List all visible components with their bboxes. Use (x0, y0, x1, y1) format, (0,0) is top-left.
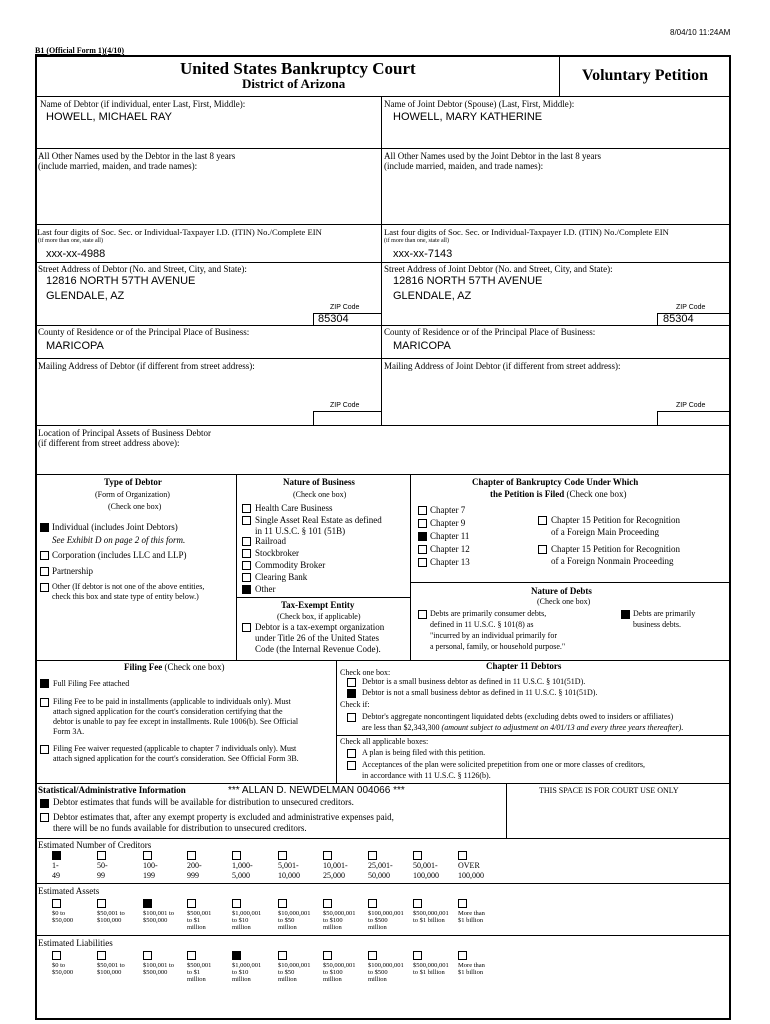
liabilities-range-label: $1,000,001 (232, 962, 262, 969)
joint-city: GLENDALE, AZ (393, 290, 472, 302)
clearing-bank-checkbox[interactable] (242, 573, 251, 582)
creditors-range-label: 25,000 (323, 871, 345, 880)
joint-name: HOWELL, MARY KATHERINE (393, 111, 543, 123)
consumer-debts-label: Debts are primarily consumer debts, (430, 609, 547, 618)
district-title: District of Arizona (242, 76, 346, 91)
creditors-range-label: 200- (187, 861, 202, 870)
commodity-broker-checkbox[interactable] (242, 561, 251, 570)
form-id: B1 (Official Form 1)(4/10) (35, 46, 125, 55)
partnership-checkbox[interactable] (40, 567, 49, 576)
creditors-range-label: 100,000 (458, 871, 484, 880)
chapter-title: Chapter of Bankruptcy Code Under Which (472, 477, 639, 487)
joint-ssn: xxx-xx-7143 (393, 248, 453, 260)
liabilities-range-label: $100,001 to (143, 962, 175, 969)
single-asset-label: Single Asset Real Estate as defined (255, 515, 382, 525)
acceptances-label: Acceptances of the plan were solicited prepetition from one or more classes of creditors, (362, 760, 646, 769)
joint-street: 12816 NORTH 57TH AVENUE (393, 275, 543, 287)
acceptances-label-2: in accordance with 11 U.S.C. § 1126(b). (362, 771, 491, 780)
liabilities-range-label: $10,000,001 (278, 962, 311, 969)
stockbroker-checkbox[interactable] (242, 549, 251, 558)
location-label-2: (if different from street address above): (38, 438, 180, 448)
creditors-label: Estimated Number of Creditors (38, 840, 152, 850)
funds-available-checkbox[interactable] (40, 799, 49, 808)
single-asset-checkbox[interactable] (242, 516, 251, 525)
liabilities-range-label: to $50 (278, 969, 295, 976)
joint-address-label: Street Address of Joint Debtor (No. and Street, City, and State): (384, 264, 613, 274)
liabilities-checkbox[interactable] (278, 951, 287, 960)
plan-filed-label: A plan is being filed with this petition. (362, 748, 486, 757)
chapter-7-checkbox[interactable] (418, 506, 427, 515)
liabilities-range-label: to $100 (323, 969, 343, 976)
liabilities-range-label: to $1 (187, 969, 201, 976)
assets-range-label: to $100 (323, 917, 343, 924)
assets-range-label: More than (458, 910, 485, 917)
creditors-range-label: 1,000- (232, 861, 253, 870)
joint-ssn-label: Last four digits of Soc. Sec. or Individual-Taxpayer I.D. (ITIN) No./Complete EIN (384, 227, 669, 237)
clearing-bank-label: Clearing Bank (255, 572, 308, 582)
creditors-range-label: 999 (187, 871, 199, 880)
creditors-checkbox[interactable] (97, 851, 106, 860)
aggregate-debts-label-2-wrap (362, 723, 683, 732)
check-all-applicable: Check all applicable boxes: (340, 737, 429, 746)
assets-checkbox[interactable] (97, 899, 106, 908)
liabilities-range-label: million (368, 976, 387, 983)
creditors-checkbox[interactable] (413, 851, 422, 860)
debtor-name: HOWELL, MICHAEL RAY (46, 111, 172, 123)
tax-exempt-label-2: under Title 26 of the United States (255, 633, 379, 643)
creditors-checkbox[interactable] (323, 851, 332, 860)
liabilities-range-label: $0 to (52, 962, 66, 969)
installments-label-3: debtor is unable to pay fee except in installments. Rule 1006(b). See Official (53, 717, 299, 726)
creditors-range-label: 10,000 (278, 871, 300, 880)
liabilities-range-label: $100,000,001 (368, 962, 404, 969)
assets-range-label: $500,000,001 (413, 910, 449, 917)
chapter-9-checkbox[interactable] (418, 519, 427, 528)
creditors-range-label: 199 (143, 871, 155, 880)
debtor-mailing-zip-label: ZIP Code (330, 402, 360, 409)
creditors-checkbox[interactable] (368, 851, 377, 860)
liabilities-checkbox[interactable] (232, 951, 241, 960)
assets-checkbox[interactable] (52, 899, 61, 908)
joint-mailing-label: Mailing Address of Joint Debtor (if different from street address): (384, 361, 621, 371)
business-debts-label-2: business debts. (633, 620, 681, 629)
chapter-12-label: Chapter 12 (430, 544, 470, 554)
court-title: United States Bankruptcy Court (180, 59, 416, 78)
assets-range-label: $0 to (52, 910, 66, 917)
chapter-12-checkbox[interactable] (418, 545, 427, 554)
liabilities-range-label: $50,001 to (97, 962, 125, 969)
assets-range-label: $500,001 (187, 910, 212, 917)
aggregate-debts-label-2: are less than $2,343,300 (362, 723, 440, 732)
liabilities-checkbox[interactable] (97, 951, 106, 960)
liabilities-range-label: million (323, 976, 342, 983)
liabilities-range-label: million (278, 976, 297, 983)
joint-county-label: County of Residence or of the Principal Place of Business: (384, 327, 596, 337)
small-business-label: Debtor is a small business debtor as defined in 11 U.S.C. § 101(51D). (362, 677, 586, 686)
creditors-checkbox[interactable] (187, 851, 196, 860)
liabilities-range-label: $500,001 (187, 962, 212, 969)
assets-range-label: $100,000,001 (368, 910, 404, 917)
liabilities-checkbox[interactable] (368, 951, 377, 960)
joint-other-names-label-2: (include married, maiden, and trade names): (384, 161, 544, 171)
creditors-range-label: 49 (52, 871, 60, 880)
joint-county: MARICOPA (393, 340, 451, 352)
joint-zip: 85304 (663, 313, 694, 325)
liabilities-range-label: More than (458, 962, 485, 969)
consumer-debts-label-4: a personal, family, or household purpose." (430, 642, 566, 651)
railroad-checkbox[interactable] (242, 537, 251, 546)
creditors-range-label: 10,001- (323, 861, 348, 870)
creditors-range-label: 5,000 (232, 871, 250, 880)
creditors-range-label: 100,000 (413, 871, 439, 880)
consumer-debts-label-3: "incurred by an individual primarily for (430, 631, 558, 640)
nature-of-debts-sub: (Check one box) (537, 597, 591, 606)
creditors-checkbox[interactable] (143, 851, 152, 860)
stockbroker-label: Stockbroker (255, 548, 299, 558)
debtor-city: GLENDALE, AZ (46, 290, 125, 302)
check-one-box: Check one box: (340, 668, 391, 677)
other-business-checkbox[interactable] (242, 585, 251, 594)
joint-mailing-zip-label: ZIP Code (676, 402, 706, 409)
joint-zip-label: ZIP Code (676, 304, 706, 311)
fee-waiver-label-2: attach signed application for the court's consideration. See Official Form 3B. (53, 754, 299, 763)
chapter-15-nonmain-label-2: of a Foreign Nonmain Proceeding (551, 556, 674, 566)
assets-range-label: million (368, 924, 387, 931)
installments-label-4: Form 3A. (53, 727, 85, 736)
liabilities-range-label: to $500 (368, 969, 388, 976)
assets-checkbox[interactable] (143, 899, 152, 908)
liabilities-range-label: $500,000 (143, 969, 168, 976)
tax-exempt-checkbox[interactable] (242, 623, 251, 632)
chapter-11-checkbox[interactable] (418, 532, 427, 541)
assets-checkbox[interactable] (368, 899, 377, 908)
statistical-title: Statistical/Administrative Information (38, 785, 186, 795)
consumer-debts-checkbox[interactable] (418, 610, 427, 619)
assets-range-label: million (323, 924, 342, 931)
joint-name-label: Name of Joint Debtor (Spouse) (Last, First, Middle): (384, 99, 575, 109)
tax-exempt-sub: (Check box, if applicable) (277, 612, 361, 621)
creditors-range-label: OVER (458, 861, 480, 870)
liabilities-checkbox[interactable] (458, 951, 467, 960)
assets-range-label: $1 billion (458, 917, 484, 924)
creditors-range-label: 25,001- (368, 861, 393, 870)
assets-range-label: million (278, 924, 297, 931)
creditors-checkbox[interactable] (52, 851, 61, 860)
liabilities-checkbox[interactable] (187, 951, 196, 960)
corporation-label: Corporation (includes LLC and LLP) (52, 550, 187, 560)
liabilities-range-label: $100,000 (97, 969, 122, 976)
chapter-7-label: Chapter 7 (430, 505, 466, 515)
assets-checkbox[interactable] (187, 899, 196, 908)
assets-range-label: $500,000 (143, 917, 168, 924)
assets-range-label: million (232, 924, 251, 931)
liabilities-range-label: million (232, 976, 251, 983)
individual-checkbox[interactable] (40, 523, 49, 532)
filing-fee-sub: (Check one box) (164, 662, 225, 672)
chapter-9-label: Chapter 9 (430, 518, 466, 528)
other-entity-checkbox[interactable] (40, 583, 49, 592)
petition-type: Voluntary Petition (582, 67, 709, 84)
tax-exempt-title: Tax-Exempt Entity (281, 600, 355, 610)
installments-label: Filing Fee to be paid in installments (applicable to individuals only). Must (53, 697, 291, 706)
type-of-debtor-sub-2: (Check one box) (108, 502, 162, 511)
no-funds-label-2: there will be no funds available for distribution to unsecured creditors. (53, 823, 307, 833)
assets-range-label: to $500 (368, 917, 388, 924)
liabilities-range-label: million (187, 976, 206, 983)
debtor-ssn: xxx-xx-4988 (46, 248, 106, 260)
creditors-range-label: 50- (97, 861, 108, 870)
plan-filed-checkbox[interactable] (347, 749, 356, 758)
liabilities-checkbox[interactable] (143, 951, 152, 960)
nature-of-business-title: Nature of Business (283, 477, 355, 487)
creditors-range-label: 50,001- (413, 861, 438, 870)
not-small-business-label: Debtor is not a small business debtor as defined in 11 U.S.C. § 101(51D). (362, 688, 598, 697)
nature-of-business-sub: (Check one box) (293, 490, 347, 499)
debtor-street: 12816 NORTH 57TH AVENUE (46, 275, 196, 287)
fee-waiver-checkbox[interactable] (40, 745, 49, 754)
assets-range-label: to $50 (278, 917, 295, 924)
debtor-address-label: Street Address of Debtor (No. and Street, City, and State): (38, 264, 247, 274)
liabilities-range-label: $500,000,001 (413, 962, 449, 969)
creditors-checkbox[interactable] (278, 851, 287, 860)
chapter-13-checkbox[interactable] (418, 558, 427, 567)
railroad-label: Railroad (255, 536, 286, 546)
chapter-title-2-sub: (Check one box) (566, 489, 627, 499)
assets-checkbox[interactable] (232, 899, 241, 908)
aggregate-debts-italic: (amount subject to adjustment on 4/01/13 and every three years thereafter). (441, 723, 684, 732)
debtor-mailing-label: Mailing Address of Debtor (if different from street address): (38, 361, 255, 371)
corporation-checkbox[interactable] (40, 551, 49, 560)
chapter-11-debtors-title: Chapter 11 Debtors (486, 661, 562, 671)
timestamp: 8/04/10 11:24AM (670, 28, 731, 37)
assets-range-label: $1,000,001 (232, 910, 262, 917)
joint-other-names-label: All Other Names used by the Joint Debtor in the last 8 years (384, 151, 601, 161)
creditors-checkbox[interactable] (458, 851, 467, 860)
installments-label-2: attach signed application for the court's consideration certifying that the (53, 707, 283, 716)
court-use-only: THIS SPACE IS FOR COURT USE ONLY (539, 786, 679, 795)
business-debts-label: Debts are primarily (633, 609, 696, 618)
assets-range-label: $50,001 to (97, 910, 125, 917)
chapter-11-label: Chapter 11 (430, 531, 470, 541)
assets-range-label: $50,000,001 (323, 910, 356, 917)
chapter-15-nonmain-checkbox[interactable] (538, 545, 547, 554)
liabilities-range-label: $1 billion (458, 969, 484, 976)
full-filing-fee-label: Full Filing Fee attached (53, 679, 130, 688)
partnership-label: Partnership (52, 566, 93, 576)
type-of-debtor-title: Type of Debtor (104, 477, 162, 487)
debtor-zip-label: ZIP Code (330, 304, 360, 311)
fee-waiver-label: Filing Fee waiver requested (applicable to chapter 7 individuals only). Must (53, 744, 297, 753)
exhibit-d-note: See Exhibit D on page 2 of this form. (52, 535, 186, 545)
debtor-other-names-label: All Other Names used by the Debtor in the last 8 years (38, 151, 236, 161)
small-business-checkbox[interactable] (347, 678, 356, 687)
single-asset-label-2: in 11 U.S.C. § 101 (51B) (255, 526, 346, 536)
liabilities-checkbox[interactable] (52, 951, 61, 960)
full-filing-fee-checkbox[interactable] (40, 679, 49, 688)
funds-available-label: Debtor estimates that funds will be available for distribution to unsecured creditors. (53, 797, 354, 807)
chapter-15-nonmain-label: Chapter 15 Petition for Recognition (551, 544, 680, 554)
location-label: Location of Principal Assets of Business Debtor (38, 428, 211, 438)
business-debts-checkbox[interactable] (621, 610, 630, 619)
no-funds-checkbox[interactable] (40, 813, 49, 822)
liabilities-checkbox[interactable] (413, 951, 422, 960)
debtor-name-label: Name of Debtor (if individual, enter Last, First, Middle): (40, 99, 246, 109)
aggregate-debts-label: Debtor's aggregate noncontingent liquidated debts (excluding debts owed to insiders or affiliates) (362, 712, 674, 721)
assets-checkbox[interactable] (278, 899, 287, 908)
nature-of-debts-title: Nature of Debts (531, 586, 592, 596)
chapter-15-main-label: Chapter 15 Petition for Recognition (551, 515, 680, 525)
liabilities-range-label: to $1 billion (413, 969, 445, 976)
liabilities-range-label: $50,000 (52, 969, 74, 976)
assets-range-label: to $10 (232, 917, 249, 924)
creditors-checkbox[interactable] (232, 851, 241, 860)
liabilities-range-label: $50,000,001 (323, 962, 356, 969)
liabilities-range-label: to $10 (232, 969, 249, 976)
health-care-label: Health Care Business (255, 503, 333, 513)
assets-range-label: $50,000 (52, 917, 74, 924)
consumer-debts-label-2: defined in 11 U.S.C. § 101(8) as (430, 620, 534, 629)
aggregate-debts-checkbox[interactable] (347, 713, 356, 722)
liabilities-label: Estimated Liabilities (38, 938, 113, 948)
creditors-range-label: 1- (52, 861, 59, 870)
individual-label: Individual (includes Joint Debtors) (52, 522, 178, 532)
installments-checkbox[interactable] (40, 698, 49, 707)
assets-checkbox[interactable] (458, 899, 467, 908)
creditors-range-label: 99 (97, 871, 105, 880)
assets-range-label: to $1 (187, 917, 201, 924)
chapter-15-main-checkbox[interactable] (538, 516, 547, 525)
assets-range-label: $100,000 (97, 917, 122, 924)
type-of-debtor-sub: (Form of Organization) (95, 490, 170, 499)
creditors-range-label: 50,000 (368, 871, 390, 880)
debtor-ssn-sub: (if more than one, state all) (38, 238, 103, 244)
filing-fee-title-wrap (124, 662, 224, 672)
no-funds-label: Debtor estimates that, after any exempt property is excluded and administrative expenses paid, (53, 812, 394, 822)
assets-range-label: million (187, 924, 206, 931)
commodity-broker-label: Commodity Broker (255, 560, 326, 570)
check-if: Check if: (340, 700, 370, 709)
assets-range-label: to $1 billion (413, 917, 445, 924)
assets-checkbox[interactable] (323, 899, 332, 908)
not-small-business-checkbox[interactable] (347, 689, 356, 698)
debtor-other-names-label-2: (include married, maiden, and trade names): (38, 161, 198, 171)
acceptances-checkbox[interactable] (347, 761, 356, 770)
liabilities-checkbox[interactable] (323, 951, 332, 960)
attorney-name: *** ALLAN D. NEWDELMAN 004066 *** (228, 785, 405, 796)
debtor-county: MARICOPA (46, 340, 104, 352)
debtor-county-label: County of Residence or of the Principal Place of Business: (38, 327, 250, 337)
creditors-range-label: 5,001- (278, 861, 299, 870)
tax-exempt-label: Debtor is a tax-exempt organization (255, 622, 385, 632)
other-entity-label: Other (If debtor is not one of the above entities, (52, 582, 205, 591)
chapter-15-main-label-2: of a Foreign Main Proceeding (551, 527, 659, 537)
chapter-title-2-bold: the Petition is Filed (490, 489, 565, 499)
health-care-checkbox[interactable] (242, 504, 251, 513)
other-entity-label-2: check this box and state type of entity below.) (52, 592, 199, 601)
other-business-label: Other (255, 584, 276, 594)
chapter-title-2 (490, 489, 626, 499)
tax-exempt-label-3: Code (the Internal Revenue Code). (255, 644, 381, 654)
assets-label: Estimated Assets (38, 886, 100, 896)
filing-fee-title: Filing Fee (124, 662, 163, 672)
chapter-13-label: Chapter 13 (430, 557, 470, 567)
joint-ssn-sub: (if more than one, state all) (384, 238, 449, 244)
assets-range-label: $10,000,001 (278, 910, 311, 917)
debtor-ssn-label: Last four digits of Soc. Sec. or Individual-Taxpayer I.D. (ITIN) No./Complete EIN (37, 227, 322, 237)
assets-checkbox[interactable] (413, 899, 422, 908)
debtor-zip: 85304 (318, 313, 349, 325)
creditors-range-label: 100- (143, 861, 158, 870)
assets-range-label: $100,001 to (143, 910, 175, 917)
